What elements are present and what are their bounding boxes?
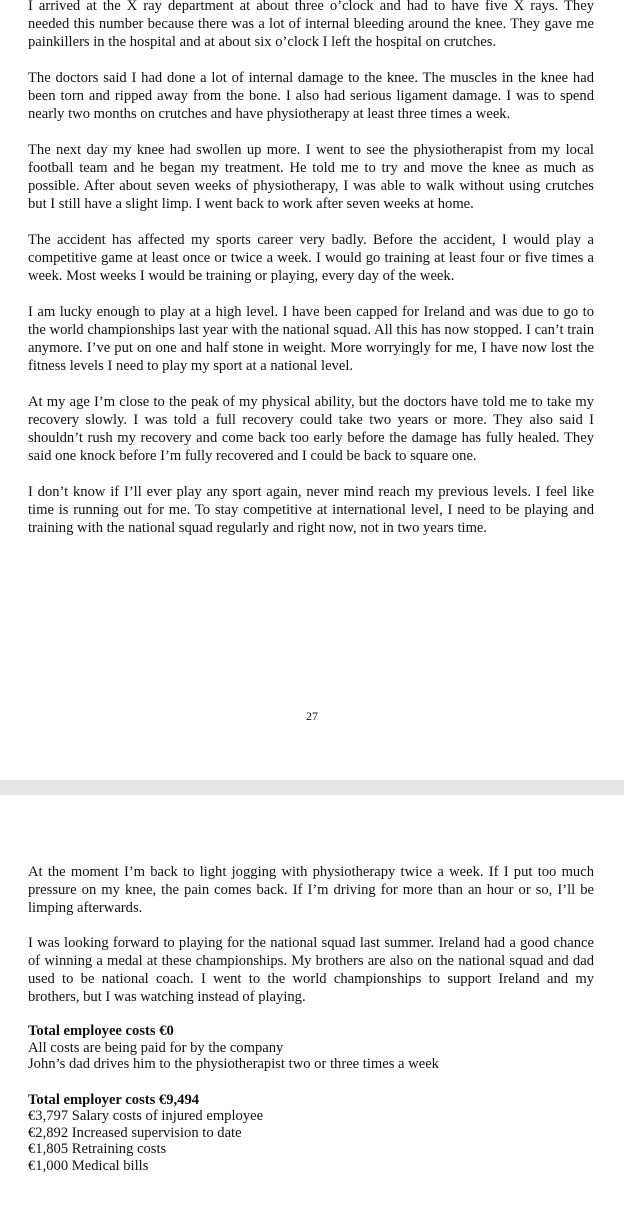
page-number: 27 bbox=[306, 709, 318, 723]
employer-costs-block bbox=[28, 1092, 594, 1175]
document-page-bottom bbox=[0, 795, 624, 1215]
employee-costs-line: John’s dad drives him to the physiotherapist two or three times a week bbox=[28, 1056, 439, 1072]
paragraph-light-jogging: At the moment I’m back to light jogging with physiotherapy twice a week. If I put too much pressure on my knee, the pain comes back. If I’m driving for more than an hour or so, I’ll be limping afterwards. bbox=[28, 864, 594, 916]
employee-costs-line: All costs are being paid for by the company bbox=[28, 1039, 284, 1056]
paragraph-physiotherapy: The next day my knee had swollen up more. I went to see the physiotherapist from my local football team and he began my treatment. He told me to try and move the knee as much as possible. After about seven weeks of physiotherapy, I was able to walk without using crutches but I still have a slight limp. I went back to work after seven weeks at home. bbox=[28, 142, 594, 212]
paragraph-future: I don’t know if I’ll ever play any sport again, never mind reach my previous levels. I feel like time is running out for me. To stay competitive at international level, I need to be playing and training with the national squad regularly and right now, not in two years time. bbox=[28, 484, 594, 536]
page-top-content bbox=[28, 0, 594, 537]
paragraph-recovery: At my age I’m close to the peak of my physical ability, but the doctors have told me to take my recovery slowly. I was told a full recovery could take two years or more. They also said I shouldn’t rush my recovery and come back too early before the damage has fully healed. They said one knock before I’m fully recovered and I could be back to square one. bbox=[28, 394, 594, 464]
employer-costs-heading: Total employer costs €9,494 bbox=[28, 1091, 200, 1108]
employer-costs-line: €1,000 Medical bills bbox=[28, 1157, 149, 1174]
employer-costs-line: €3,797 Salary costs of injured employee bbox=[28, 1108, 264, 1124]
employee-costs-heading: Total employee costs €0 bbox=[28, 1023, 174, 1039]
employee-costs-block bbox=[28, 1023, 594, 1073]
paragraph-xray: I arrived at the X ray department at about three o’clock and had to have five X rays. They needed this number because there was a lot of internal bleeding around the knee. They gave me painkillers in the hospital and at about six o’clock I left the hospital on crutches. bbox=[28, 0, 594, 50]
paragraph-knee-damage: The doctors said I had done a lot of internal damage to the knee. The muscles in the knee had been torn and ripped away from the bone. I also had serious ligament damage. I was to spend nearly two months on crutches and have physiotherapy at least three times a week. bbox=[28, 70, 594, 122]
employer-costs-line: €2,892 Increased supervision to date bbox=[28, 1124, 242, 1141]
paragraph-sports-career: The accident has affected my sports career very badly. Before the accident, I would play a competitive game at least once or twice a week. I would go training at least four or five times a week. Most weeks I would be training or playing, every day of the week. bbox=[28, 232, 594, 284]
page-bottom-content bbox=[28, 863, 594, 1174]
paragraph-national-squad: I was looking forward to playing for the national squad last summer. Ireland had a good chance of winning a medal at these championships. My brothers are also on the national squad and dad used to be national coach. I went to the world championships to support Ireland and my brothers, but I was watching instead of playing. bbox=[28, 935, 594, 1005]
paragraph-high-level: I am lucky enough to play at a high level. I have been capped for Ireland and was due to go to the world championships last year with the national squad. All this has now stopped. I can’t train anymore. I’ve put on one and half stone in weight. More worryingly for me, I have now lost the fitness levels I need to play my sport at a national level. bbox=[28, 304, 594, 374]
employer-costs-line: €1,805 Retraining costs bbox=[28, 1141, 167, 1157]
